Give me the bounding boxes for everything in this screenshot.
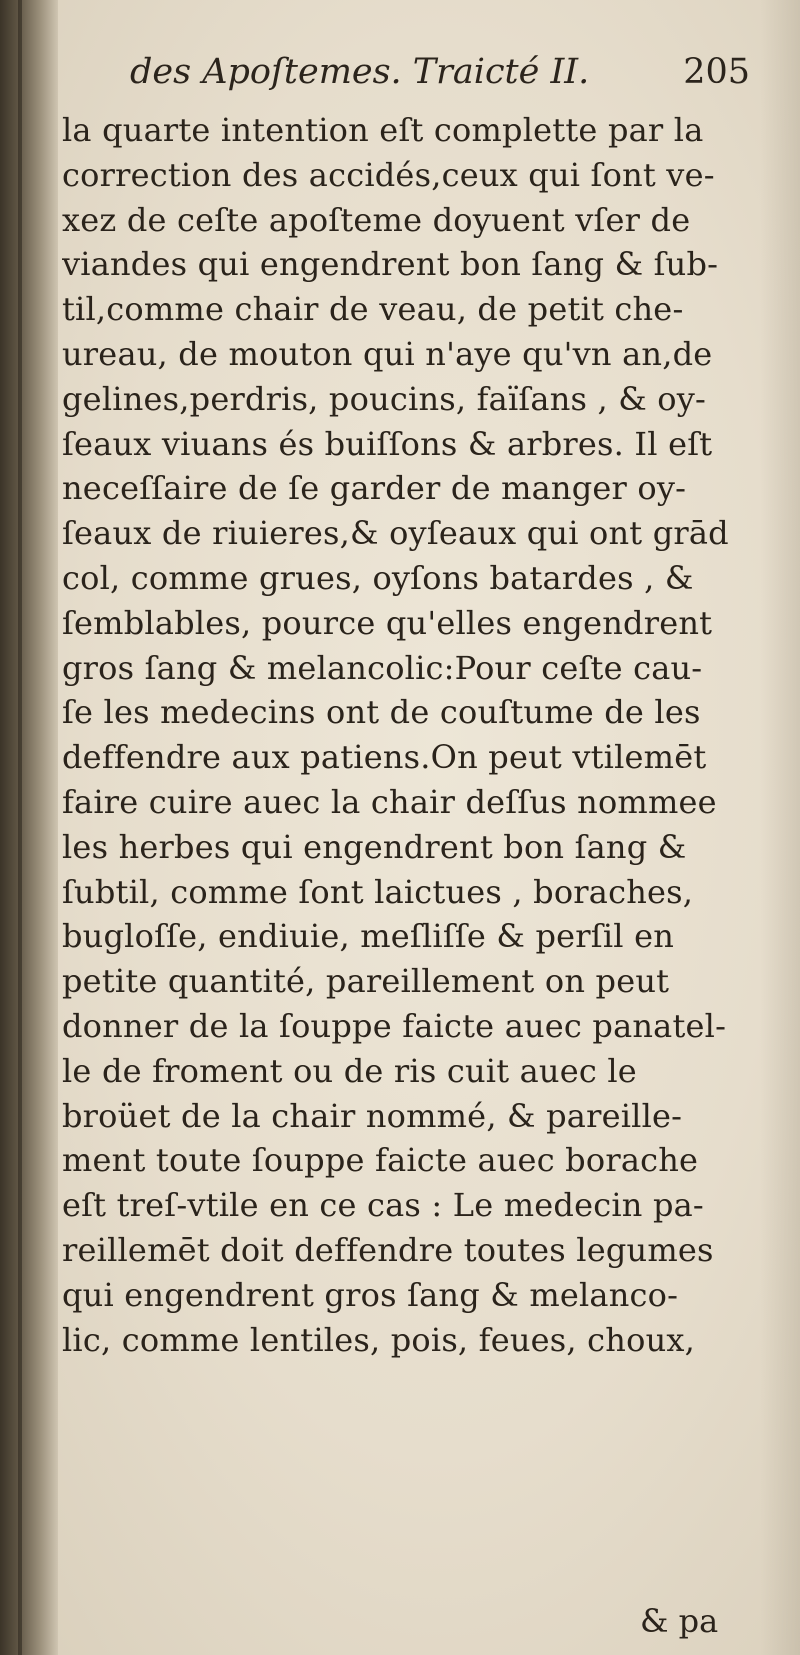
text-line: reillemēt doit deffendre toutes legumes xyxy=(62,1230,714,1269)
text-line: eſt treſ-vtile en ce cas : Le medecin pa- xyxy=(62,1186,704,1225)
gutter-shadow-line xyxy=(18,0,22,1655)
catchword: & pa xyxy=(640,1602,719,1640)
text-line: til,comme chair de veau, de petit che- xyxy=(62,290,684,329)
text-line: gelines,perdris, poucins, faïſans , & oy- xyxy=(62,379,707,418)
text-line: neceſſaire de ſe garder de manger oy- xyxy=(62,469,687,508)
text-line: ſeaux de riuieres,& oyſeaux qui ont grād xyxy=(62,514,729,553)
binding-gutter xyxy=(0,0,58,1655)
text-line: gros ſang & melancolic:Pour ceſte cau- xyxy=(62,648,703,687)
text-line: ſemblables, pource qu'elles engendrent xyxy=(62,603,713,642)
text-line: faire cuire auec la chair deſſus nommee xyxy=(62,782,717,821)
text-line: viandes qui engendrent bon ſang & ſub- xyxy=(62,245,719,284)
text-line: xez de ceſte apoſteme doyuent vſer de xyxy=(62,200,691,239)
text-line: donner de la ſouppe faicte auec panatel- xyxy=(62,1006,727,1045)
page-header xyxy=(130,52,750,102)
text-line: ſe les medecins ont de couſtume de les xyxy=(62,693,701,732)
text-line: correction des accidés,ceux qui ſont ve- xyxy=(62,155,715,194)
text-line: broüet de la chair nommé, & pareille- xyxy=(62,1096,683,1135)
text-line: ment toute ſouppe faicte auec borache xyxy=(62,1141,699,1180)
text-line: petite quantité, pareillement on peut xyxy=(62,962,670,1001)
text-line: ſubtil, comme ſont laictues , boraches, xyxy=(62,872,694,911)
text-line: col, comme grues, oyſons batardes , & xyxy=(62,558,694,597)
text-line: ſeaux viuans és buiſſons & arbres. Il eſt xyxy=(62,424,713,463)
page-number: 205 xyxy=(683,52,750,92)
running-title: des Apoſtemes. Traicté II. xyxy=(130,52,590,92)
text-line: la quarte intention eſt complette par la xyxy=(62,111,704,149)
text-line: bugloſſe, endiuie, meſliſſe & perſil en xyxy=(62,917,675,956)
text-line: les herbes qui engendrent bon ſang & xyxy=(62,827,687,866)
text-line: le de froment ou de ris cuit auec le xyxy=(62,1051,637,1090)
page-edge-shadow xyxy=(760,0,800,1655)
text-line: qui engendrent gros ſang & melanco- xyxy=(62,1275,679,1314)
text-line: ureau, de mouton qui n'aye qu'vn an,de xyxy=(62,334,713,373)
text-line: deffendre aux patiens.On peut vtilemēt xyxy=(62,738,707,777)
text-line: lic, comme lentiles, pois, feues, choux, xyxy=(62,1320,695,1359)
body-text xyxy=(62,108,762,1362)
